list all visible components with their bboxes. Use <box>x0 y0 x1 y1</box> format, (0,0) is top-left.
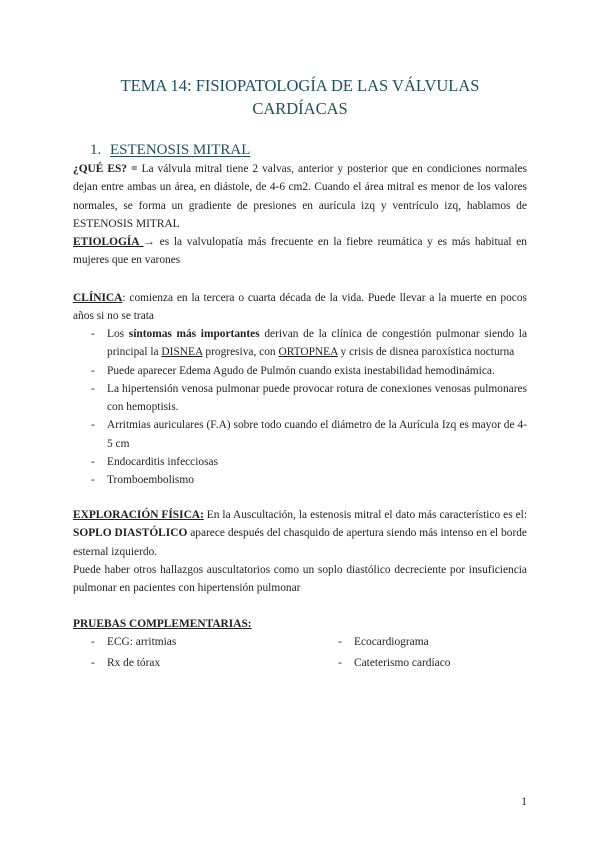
pruebas-right-list <box>320 632 530 674</box>
title-line-1: TEMA 14: FISIOPATOLOGÍA DE LAS VÁLVULAS <box>120 76 480 95</box>
clinica-item-text: Puede aparecer Edema Agudo de Pulmón cuando exista inestabilidad hemodinámica. <box>107 364 495 377</box>
clinica-label: CLÍNICA <box>73 292 123 304</box>
exploracion-text-3: Puede haber otros hallazgos auscultatorios como un soplo diastólico decreciente por insuficiencia pulmonar en pacientes con hipertensión pulmonar <box>73 563 527 595</box>
pruebas-heading <box>73 615 527 633</box>
clinica-item-text: Tromboembolismo <box>107 474 194 487</box>
dash-marker: - <box>91 474 95 487</box>
clinica-item-text: Arritmias auriculares (F.A) sobre todo cuando el diámetro de la Aurícula Izq es mayor de 4-5 cm <box>107 419 527 450</box>
exploracion-text-2: aparece después del chasquido de apertura siendo más intenso en el borde esternal izquierdo. <box>73 527 527 558</box>
clinica-item-text: progresiva, con <box>202 346 279 359</box>
que-es-paragraph <box>73 160 527 233</box>
clinica-item-text: La hipertensión venosa pulmonar puede provocar rotura de conexiones venosas pulmonares con hemoptisis. <box>107 382 527 414</box>
dash-marker: - <box>91 657 95 669</box>
prueba-item: Rx de tórax <box>107 657 161 669</box>
que-es-label: ¿QUÉ ES? = <box>73 163 138 175</box>
list-item <box>73 325 527 362</box>
dash-marker: - <box>91 382 95 395</box>
clinica-item-text: Endocarditis infecciosas <box>107 456 219 469</box>
dash-marker: - <box>91 364 95 377</box>
section-title: ESTENOSIS MITRAL <box>110 142 251 158</box>
que-es-text: La válvula mitral tiene 2 valvas, anterior y posterior que en condiciones normales dejan entre ambas un área, en diástole, de 4-6 cm2. Cuando el área mitral es menor de los valores normales, se forma un gradiente de presiones en aurícula izq y ventrículo izq, hablamos de ESTENOSIS MITRAL <box>73 163 527 230</box>
list-item <box>320 653 530 674</box>
section-heading <box>90 141 250 159</box>
exploracion-paragraph <box>73 506 527 597</box>
sintomas-emphasis: síntomas más importantes <box>128 328 260 340</box>
list-item <box>73 362 527 380</box>
exploracion-text-1: En la Auscultación, la estenosis mitral el dato más característico es el: <box>203 509 527 521</box>
section-number: 1. <box>90 142 102 158</box>
prueba-item: Ecocardiograma <box>354 636 429 648</box>
clinica-list <box>73 325 527 490</box>
list-item <box>73 380 527 417</box>
pruebas-left-list <box>73 632 303 674</box>
title-line-2: CARDÍACAS <box>252 99 348 118</box>
clinica-item-text: derivan de la clínica de congestión pulmonar siendo la principal la <box>107 328 528 359</box>
ortopnea-term: ORTOPNEA <box>278 346 338 359</box>
soplo-diastolico: SOPLO DIASTÓLICO <box>73 527 188 540</box>
arrow-icon: → <box>143 236 155 248</box>
dash-marker: - <box>338 636 342 648</box>
etiologia-paragraph <box>73 233 527 270</box>
list-item <box>73 416 527 453</box>
list-item <box>73 471 527 489</box>
dash-marker: - <box>91 328 95 340</box>
dash-marker: - <box>338 657 342 669</box>
page-number: 1 <box>521 796 527 808</box>
list-item <box>73 653 303 674</box>
disnea-term: DISNEA <box>161 346 203 359</box>
prueba-item: Cateterismo cardíaco <box>354 657 451 669</box>
exploracion-label: EXPLORACIÓN FÍSICA: <box>73 509 204 521</box>
clinica-item-text: Los <box>107 328 129 340</box>
clinica-text: : comienza en la tercera o cuarta década de la vida. Puede llevar a la muerte en pocos años si no se trata <box>73 292 527 323</box>
dash-marker: - <box>91 636 95 648</box>
clinica-item-text: y crisis de disnea paroxística nocturna <box>337 346 515 359</box>
list-item <box>320 632 530 653</box>
dash-marker: - <box>91 419 95 432</box>
prueba-item: ECG: arritmias <box>107 636 177 648</box>
clinica-paragraph <box>73 289 527 326</box>
list-item <box>73 453 527 471</box>
list-item <box>73 632 303 653</box>
dash-marker: - <box>91 456 95 469</box>
pruebas-label: PRUEBAS COMPLEMENTARIAS: <box>73 618 252 630</box>
document-title <box>60 74 540 120</box>
etiologia-text: es la valvulopatía más frecuente en la fiebre reumática y es más habitual en mujeres que en varones <box>73 236 527 267</box>
etiologia-label: ETIOLOGÍA <box>73 236 144 248</box>
